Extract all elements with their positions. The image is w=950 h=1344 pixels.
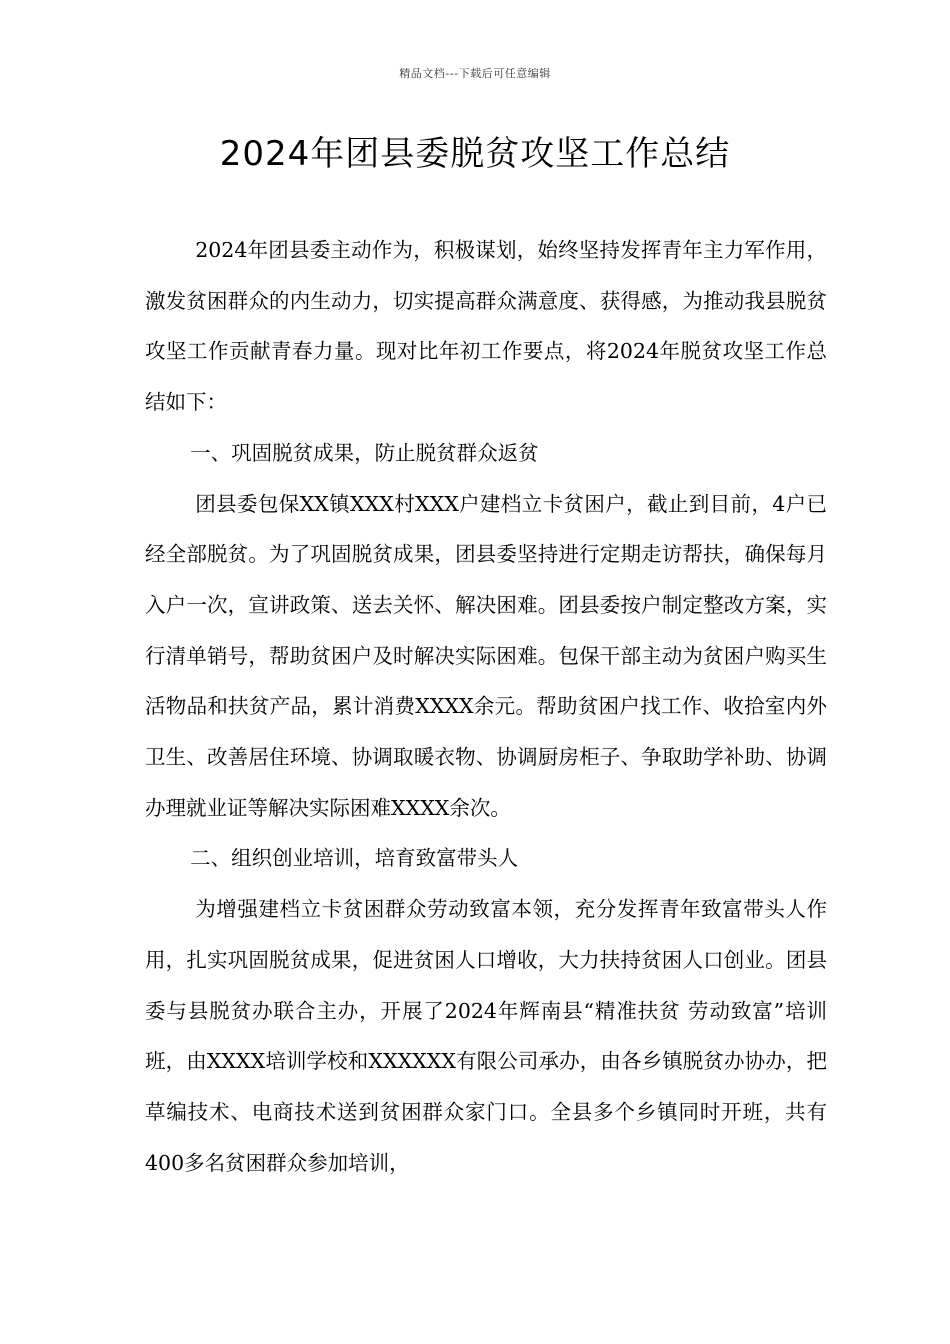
document-title: 2024年团县委脱贫攻坚工作总结 [219, 134, 731, 174]
header-note: 精品文档---下载后可任意编辑 [399, 67, 551, 80]
section-1-paragraph: 团县委包保XX镇XXX村XXX户建档立卡贫困户，截止到目前，4户已经全部脱贫。为了巩固脱贫成果，团县委坚持进行定期走访帮扶，确保每月入户一次，宣讲政策、送去关怀、解决困难。团县委按户制定整改方案，实行清单销号，帮助贫困户及时解决实际困难。包保干部主动为贫困户购买生活物品和扶贫产品，累计消费XXXX余元。帮助贫困户找工作、收拾室内外卫生、改善居住环境、协调取暖衣物、协调厨房柜子、争取助学补助、协调办理就业证等解决实际困难XXXX余次。 [145, 491, 827, 820]
intro-paragraph: 2024年团县委主动作为，积极谋划，始终坚持发挥青年主力军作用，激发贫困群众的内生动力，切实提高群众满意度、获得感，为推动我县脱贫攻坚工作贡献青春力量。现对比年初工作要点，将2024年脱贫攻坚工作总结如下： [145, 238, 827, 415]
section-2-paragraph: 为增强建档立卡贫困群众劳动致富本领，充分发挥青年致富带头人作用，扎实巩固脱贫成果，促进贫困人口增收，大力扶持贫困人口创业。团县委与县脱贫办联合主办，开展了2024年辉南县“精准扶贫 劳动致富”培训班，由XXXX培训学校和XXXXXX有限公司承办，由各乡镇脱贫办协办，把草编技术、电商技术送到贫困群众家门口。全县多个乡镇同时开班，共有400多名贫困群众参加培训， [145, 897, 827, 1175]
section-1-heading: 一、巩固脱贫成果，防止脱贫群众返贫 [190, 440, 539, 465]
document-body [145, 225, 827, 1188]
section-2-heading: 二、组织创业培训，培育致富带头人 [190, 846, 519, 871]
